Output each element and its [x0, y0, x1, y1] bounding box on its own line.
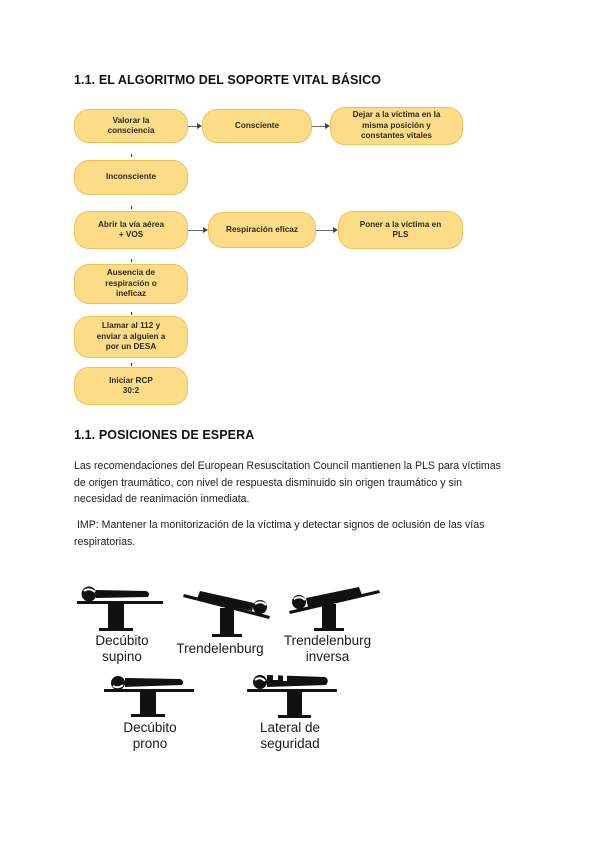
node-dejar-victima: Dejar a la víctima en la misma posición y constantes vitales: [330, 107, 463, 145]
label-decubito-prono: Decúbito prono: [123, 720, 177, 751]
arrow-down-icon: [131, 154, 132, 157]
paragraph-line: de origen traumático, con nivel de respuesta disminuido sin origen traumático y sin: [74, 476, 463, 489]
connector-line: [312, 126, 326, 127]
label-decubito-supino: Decúbito supino: [95, 633, 149, 664]
node-llamar-112: Llamar al 112 y enviar a alguien a por un DESA: [74, 316, 188, 358]
label-trendelenburg: Trendelenburg: [176, 641, 264, 656]
node-inconsciente: Inconsciente: [74, 160, 188, 195]
node-iniciar-rcp: Iniciar RCP 30:2: [74, 367, 188, 405]
node-abrir-via-aerea: Abrir la vía aérea + VOS: [74, 211, 188, 249]
section-title-posiciones: 1.1. POSICIONES DE ESPERA: [74, 428, 255, 442]
node-ausencia-respiracion: Ausencia de respiración o ineficaz: [74, 264, 188, 304]
node-poner-pls: Poner a la víctima en PLS: [338, 211, 463, 249]
arrow-down-icon: [131, 363, 132, 366]
decubito-supino-figure-icon: [72, 582, 172, 632]
trendelenburg-figure-icon: [180, 580, 270, 638]
arrow-down-icon: [131, 259, 132, 262]
label-trendelenburg-inversa: Trendelenburg inversa: [283, 633, 372, 664]
paragraph-recomendaciones: [74, 458, 534, 508]
label-lateral-seguridad: Lateral de seguridad: [259, 720, 321, 751]
node-consciente: Consciente: [202, 109, 312, 143]
node-valorar-consciencia: Valorar la consciencia: [74, 109, 188, 143]
paragraph-line: Las recomendaciones del European Resuscitation Council mantienen la PLS para víctimas: [74, 460, 501, 472]
lateral-seguridad-figure-icon: [243, 669, 343, 719]
paragraph-line: respiratorias.: [74, 535, 136, 548]
arrow-down-icon: [131, 312, 132, 315]
trendelenburg-inversa-figure-icon: [287, 580, 382, 632]
paragraph-line: necesidad de reanimación inmediata.: [74, 493, 250, 505]
paragraph-imp: [74, 517, 534, 550]
section-title-algoritmo: 1.1. EL ALGORITMO DEL SOPORTE VITAL BÁSICO: [74, 73, 382, 87]
arrow-down-icon: [131, 206, 132, 209]
paragraph-line: IMP: Mantener la monitorización de la víctima y detectar signos de oclusión de las vías: [74, 519, 485, 531]
connector-line: [316, 230, 334, 231]
connector-line: [188, 230, 204, 231]
decubito-prono-figure-icon: [100, 672, 200, 718]
node-respiracion-eficaz: Respiración eficaz: [208, 212, 316, 248]
